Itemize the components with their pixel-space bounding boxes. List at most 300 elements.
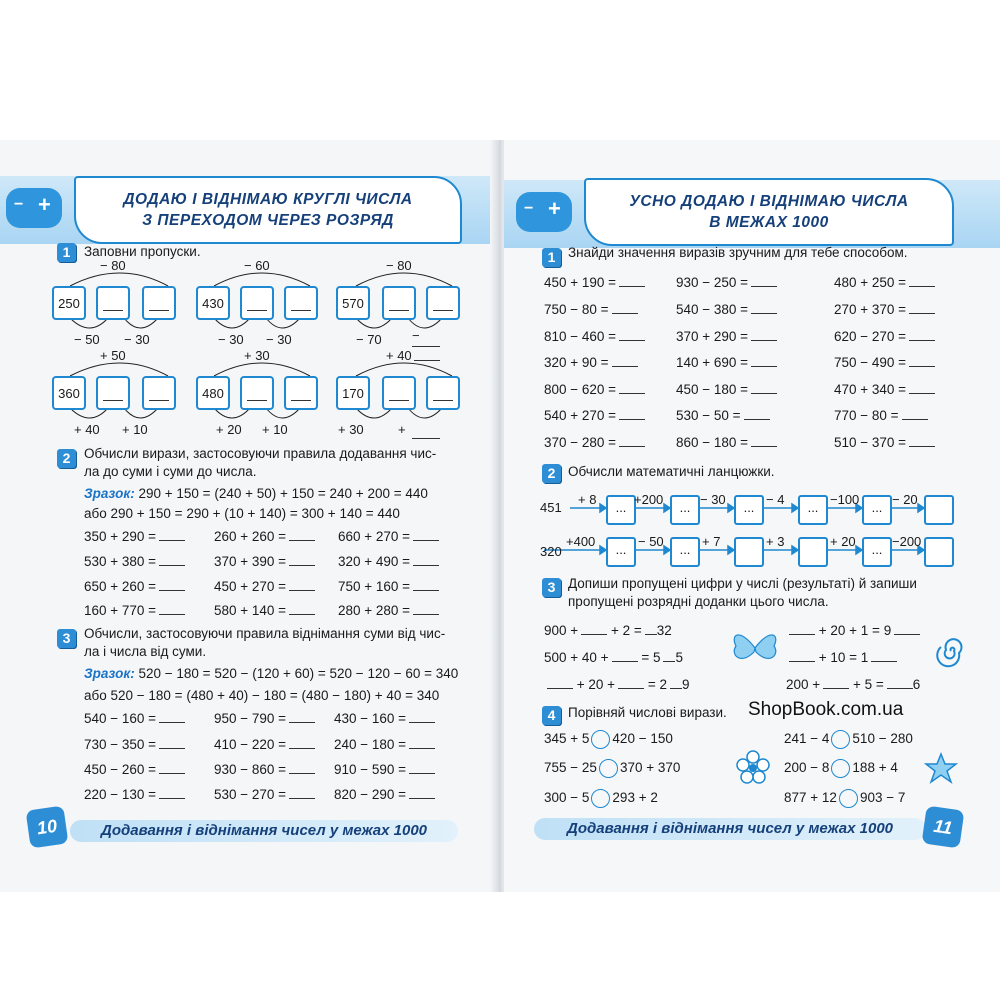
task-number: 3 xyxy=(542,578,561,597)
answer-blank[interactable] xyxy=(751,434,777,447)
expression xyxy=(84,710,185,726)
compare-circle[interactable] xyxy=(599,759,618,778)
answer-blank[interactable] xyxy=(413,578,439,591)
chain-bottom-op: + 10 xyxy=(262,422,288,437)
answer-blank[interactable] xyxy=(289,553,315,566)
chain-op: +400 xyxy=(566,534,596,549)
digits-expression xyxy=(786,676,920,692)
answer-box[interactable] xyxy=(96,376,130,410)
star-icon xyxy=(924,752,958,786)
answer-blank[interactable] xyxy=(612,301,638,314)
expression-text: 510 − 370 = xyxy=(834,435,907,450)
expression xyxy=(676,381,777,397)
task-number: 4 xyxy=(542,706,561,725)
expression xyxy=(834,301,935,317)
expression-text: 200 + xyxy=(786,677,821,692)
expression xyxy=(544,381,645,397)
answer-blank[interactable] xyxy=(909,274,935,287)
expression xyxy=(676,434,777,450)
expression-text: 240 − 180 = xyxy=(334,737,407,752)
answer-blank[interactable] xyxy=(619,328,645,341)
expression-text: 620 − 270 = xyxy=(834,329,907,344)
answer-blank[interactable] xyxy=(909,381,935,394)
chain-start-box xyxy=(52,286,86,320)
sample-label: Зразок: xyxy=(84,666,135,681)
chain-answer-box[interactable] xyxy=(924,495,954,525)
chain-answer-box[interactable] xyxy=(924,537,954,567)
expression-text: 470 + 340 = xyxy=(834,382,907,397)
spiral-icon xyxy=(936,636,966,666)
answer-blank[interactable] xyxy=(663,649,675,662)
chain-bottom-op: + xyxy=(398,422,406,437)
open-workbook-spread xyxy=(0,140,1000,892)
comparison xyxy=(544,730,673,749)
sample-line xyxy=(84,486,428,501)
page-title: УСНО ДОДАЮ І ВІДНІМАЮ ЧИСЛА xyxy=(629,193,909,210)
page-number: 10 xyxy=(26,806,69,849)
answer-blank[interactable] xyxy=(909,354,935,367)
answer-blank[interactable] xyxy=(159,528,185,541)
expression-text: 320 + 90 = xyxy=(544,355,609,370)
expression xyxy=(834,274,935,290)
expression-text: 820 − 290 = xyxy=(334,787,407,802)
answer-blank[interactable] xyxy=(823,676,849,689)
expression xyxy=(676,354,777,370)
page-footer: Додавання і віднімання чисел у межах 1000 xyxy=(70,820,458,842)
compare-circle[interactable] xyxy=(839,789,858,808)
expression-text: 530 − 50 = xyxy=(676,408,741,423)
expression-text: = 5 xyxy=(641,650,661,665)
expression xyxy=(214,786,315,802)
answer-blank[interactable] xyxy=(871,649,897,662)
expression-text: 350 + 290 = xyxy=(84,529,157,544)
expression-text: 6 xyxy=(912,677,921,692)
expression-text: 480 + 250 = xyxy=(834,275,907,290)
chain-op: − 50 xyxy=(638,534,664,549)
expression-text: 140 + 690 = xyxy=(676,355,749,370)
expression xyxy=(834,354,935,370)
answer-blank[interactable] xyxy=(789,622,815,635)
chain-bottom-op: + 20 xyxy=(216,422,242,437)
expression-text: + 5 = xyxy=(852,677,884,692)
expression-text: + 2 = xyxy=(610,623,642,638)
expression xyxy=(214,710,315,726)
digits-expression xyxy=(544,676,690,692)
task-instruction: Порівняй числові вирази. xyxy=(568,705,727,720)
expression xyxy=(834,381,935,397)
expression-text: 660 + 270 = xyxy=(338,529,411,544)
chain-start-value: 570 xyxy=(342,295,364,311)
expression xyxy=(338,578,439,594)
chain-start-value: 480 xyxy=(202,385,224,401)
chain-op: −200 xyxy=(892,534,922,549)
chain-bottom-op: − 30 xyxy=(218,332,244,347)
plus-minus-logo-icon: + − xyxy=(6,188,62,228)
expression-text: 32 xyxy=(656,623,672,638)
task-instruction: Обчисли, застосовуючи правила віднімання суми від чис- xyxy=(84,626,446,641)
chain-bottom-op: − 70 xyxy=(356,332,382,347)
answer-blank[interactable] xyxy=(894,622,920,635)
chain-op: − 4 xyxy=(766,492,785,507)
expression-text: 730 − 350 = xyxy=(84,737,157,752)
sample-line: або 520 − 180 = (480 + 40) − 180 = (480 − 180) + 40 = 340 xyxy=(84,688,440,703)
answer-box[interactable] xyxy=(426,376,460,410)
answer-box[interactable] xyxy=(96,286,130,320)
answer-blank[interactable] xyxy=(619,274,645,287)
expression xyxy=(544,301,638,317)
answer-blank[interactable] xyxy=(159,553,185,566)
sample-line: або 290 + 150 = 290 + (10 + 140) = 300 + 140 = 440 xyxy=(84,506,400,521)
expression-text: 580 + 140 = xyxy=(214,603,287,618)
chain-start-value: 360 xyxy=(58,385,80,401)
answer-blank[interactable] xyxy=(751,328,777,341)
expression-text: = 2 xyxy=(647,677,667,692)
expression xyxy=(338,602,439,618)
expression-text: 540 − 160 = xyxy=(84,711,157,726)
compare-circle[interactable] xyxy=(591,789,610,808)
chain-op: + 7 xyxy=(702,534,721,549)
expression-text: 800 − 620 = xyxy=(544,382,617,397)
task-instruction: ла до суми і суми до числа. xyxy=(84,464,257,479)
chain-op: +200 xyxy=(634,492,664,507)
expression xyxy=(338,528,439,544)
chain-start: 320 xyxy=(540,544,562,559)
expression xyxy=(84,786,185,802)
expression-text: 5 xyxy=(675,650,683,665)
expression-text: 810 − 460 = xyxy=(544,329,617,344)
expression-text: 220 − 130 = xyxy=(84,787,157,802)
chain-op: −100 xyxy=(830,492,860,507)
expression-text: 293 + 2 xyxy=(612,790,658,806)
answer-blank[interactable] xyxy=(612,649,638,662)
sample-line xyxy=(84,666,458,681)
chain-op: + 3 xyxy=(766,534,785,549)
chain-start-value: 430 xyxy=(202,295,224,311)
expression xyxy=(84,578,185,594)
expression-text: 900 + xyxy=(544,623,579,638)
chain-bottom-op: − xyxy=(412,328,420,343)
expression-text: 860 − 180 = xyxy=(676,435,749,450)
answer-blank[interactable] xyxy=(887,676,913,689)
expression xyxy=(214,528,315,544)
expression-text: 241 − 4 xyxy=(784,731,830,747)
expression xyxy=(84,761,185,777)
task-instruction: Допиши пропущені цифри у числі (результаті) й запиши xyxy=(568,576,917,591)
expression xyxy=(676,274,777,290)
compare-circle[interactable] xyxy=(591,730,610,749)
expression xyxy=(544,274,645,290)
answer-blank[interactable] xyxy=(159,761,185,774)
answer-blank[interactable] xyxy=(413,528,439,541)
task-instruction: ла і числа від суми. xyxy=(84,644,207,659)
expression xyxy=(214,761,315,777)
answer-box[interactable] xyxy=(426,286,460,320)
answer-blank[interactable] xyxy=(289,602,315,615)
page-title: ДОДАЮ І ВІДНІМАЮ КРУГЛІ ЧИСЛА xyxy=(123,191,413,208)
answer-blank[interactable] xyxy=(789,649,815,662)
expression-text: 877 + 12 xyxy=(784,790,837,806)
answer-blank[interactable] xyxy=(289,786,315,799)
answer-blank[interactable] xyxy=(612,354,638,367)
expression-text: + 20 + xyxy=(576,677,616,692)
expression-text: 903 − 7 xyxy=(859,790,906,806)
expression-text: 540 − 380 = xyxy=(676,302,749,317)
chain-top-op: + 40 xyxy=(386,348,412,363)
expression xyxy=(334,736,435,752)
answer-blank[interactable] xyxy=(409,786,435,799)
digits-expression xyxy=(544,622,672,638)
expression-text: 370 + 290 = xyxy=(676,329,749,344)
task-number: 3 xyxy=(57,629,76,648)
answer-blank[interactable] xyxy=(547,676,573,689)
answer-blank[interactable] xyxy=(409,710,435,723)
expression xyxy=(544,407,645,423)
expression-text: 200 − 8 xyxy=(784,760,830,776)
expression-text: 500 + 40 + xyxy=(544,650,609,665)
comparison xyxy=(784,730,913,749)
chain-line-1 xyxy=(504,140,1000,240)
answer-box[interactable] xyxy=(142,376,176,410)
answer-blank[interactable] xyxy=(413,602,439,615)
answer-blank[interactable] xyxy=(619,407,645,420)
expression xyxy=(84,602,185,618)
chain-top-op: + 50 xyxy=(100,348,126,363)
expression-text: 320 + 490 = xyxy=(338,554,411,569)
answer-blank[interactable] xyxy=(412,428,440,439)
expression-text: 755 − 25 xyxy=(544,760,597,776)
chain-answer-box[interactable]: ... xyxy=(670,537,700,567)
sample-text: 290 + 150 = (240 + 50) + 150 = 240 + 200 = 440 xyxy=(138,486,428,501)
butterfly-icon xyxy=(730,628,780,668)
chain-start-box xyxy=(196,376,230,410)
answer-blank[interactable] xyxy=(414,350,440,361)
answer-blank[interactable] xyxy=(744,407,770,420)
expression-text: 260 + 260 = xyxy=(214,529,287,544)
task-instruction: Обчисли математичні ланцюжки. xyxy=(568,464,775,479)
digits-expression xyxy=(786,649,897,665)
answer-box[interactable] xyxy=(382,376,416,410)
expression-text: 930 − 860 = xyxy=(214,762,287,777)
chain-bottom-op: − 50 xyxy=(74,332,100,347)
expression-text: 540 + 270 = xyxy=(544,408,617,423)
expression-text: 160 + 770 = xyxy=(84,603,157,618)
answer-blank[interactable] xyxy=(159,736,185,749)
answer-blank[interactable] xyxy=(412,336,440,347)
chain-bottom-op: − 30 xyxy=(266,332,292,347)
task-instruction: Заповни пропуски. xyxy=(84,244,201,259)
expression xyxy=(676,301,777,317)
expression xyxy=(334,761,435,777)
expression xyxy=(84,553,185,569)
answer-blank[interactable] xyxy=(289,710,315,723)
chain-op: − 20 xyxy=(892,492,918,507)
answer-box[interactable] xyxy=(284,286,318,320)
answer-blank[interactable] xyxy=(751,274,777,287)
answer-blank[interactable] xyxy=(159,602,185,615)
page-number: 11 xyxy=(922,806,965,849)
answer-blank[interactable] xyxy=(751,381,777,394)
chain-op: + 20 xyxy=(830,534,856,549)
right-page xyxy=(504,140,1000,892)
chain-answer-box[interactable]: ... xyxy=(798,495,828,525)
expression-text: 530 − 270 = xyxy=(214,787,287,802)
chain-start-box xyxy=(336,286,370,320)
expression-text: 650 + 260 = xyxy=(84,579,157,594)
expression xyxy=(544,328,645,344)
chain-answer-box[interactable]: ... xyxy=(862,537,892,567)
answer-blank[interactable] xyxy=(751,301,777,314)
chain-answer-box[interactable] xyxy=(734,537,764,567)
sample-label: Зразок: xyxy=(84,486,135,501)
expression-text: 910 − 590 = xyxy=(334,762,407,777)
answer-blank[interactable] xyxy=(619,381,645,394)
expression xyxy=(214,553,315,569)
expression-text: 930 − 250 = xyxy=(676,275,749,290)
sample-text: 520 − 180 = 520 − (120 + 60) = 520 − 120 − 60 = 340 xyxy=(138,666,459,681)
expression-text: 300 − 5 xyxy=(544,790,590,806)
chain-answer-box[interactable]: ... xyxy=(734,495,764,525)
chain-start-value: 250 xyxy=(58,295,80,311)
answer-blank[interactable] xyxy=(159,578,185,591)
answer-blank[interactable] xyxy=(909,301,935,314)
answer-blank[interactable] xyxy=(909,328,935,341)
chain-bottom-op: − 30 xyxy=(124,332,150,347)
chain-bottom-op: + 30 xyxy=(338,422,364,437)
flower-icon xyxy=(736,750,770,784)
chain-bottom-op: + 10 xyxy=(122,422,148,437)
plus-minus-logo-icon: + − xyxy=(516,192,572,232)
expression-text: 345 + 5 xyxy=(544,731,590,747)
chain-top-op: − 80 xyxy=(100,258,126,273)
digits-expression xyxy=(786,622,920,638)
expression-text: + 10 = 1 xyxy=(818,650,869,665)
comparison xyxy=(544,789,658,808)
answer-box[interactable] xyxy=(142,286,176,320)
chain-start-box xyxy=(196,286,230,320)
chain-top-op: − 60 xyxy=(244,258,270,273)
task-instruction: Знайди значення виразів зручним для тебе способом. xyxy=(568,245,908,260)
expression-text: 450 − 260 = xyxy=(84,762,157,777)
expression-text: 950 − 790 = xyxy=(214,711,287,726)
answer-blank[interactable] xyxy=(289,528,315,541)
expression xyxy=(834,407,928,423)
expression-text: + 20 + 1 = 9 xyxy=(818,623,892,638)
expression xyxy=(834,328,935,344)
answer-blank[interactable] xyxy=(670,676,682,689)
task-instruction: Обчисли вирази, застосовуючи правила додавання чис- xyxy=(84,446,437,461)
chain-start-box xyxy=(52,376,86,410)
expression xyxy=(214,578,315,594)
expression-text: 9 xyxy=(681,677,690,692)
answer-box[interactable] xyxy=(240,376,274,410)
task-instruction: пропущені розрядні доданки цього числа. xyxy=(568,594,829,609)
compare-circle[interactable] xyxy=(831,759,850,778)
answer-blank[interactable] xyxy=(409,761,435,774)
answer-blank[interactable] xyxy=(909,434,935,447)
expression xyxy=(834,434,935,450)
task-number: 1 xyxy=(542,248,561,267)
answer-blank[interactable] xyxy=(902,407,928,420)
watermark-text: ShopBook.com.ua xyxy=(748,699,904,720)
expression-text: 370 + 390 = xyxy=(214,554,287,569)
answer-blank[interactable] xyxy=(289,736,315,749)
chain-top-op: + 30 xyxy=(244,348,270,363)
answer-blank[interactable] xyxy=(618,676,644,689)
expression-text: 370 + 370 xyxy=(619,760,681,776)
chain-answer-box[interactable]: ... xyxy=(670,495,700,525)
expression xyxy=(676,328,777,344)
answer-blank[interactable] xyxy=(289,578,315,591)
expression-text: 450 − 180 = xyxy=(676,382,749,397)
digits-expression xyxy=(544,649,683,665)
answer-blank[interactable] xyxy=(159,710,185,723)
expression xyxy=(338,553,439,569)
expression-text: 420 − 150 xyxy=(612,731,673,747)
expression xyxy=(84,528,185,544)
page-subtitle: З ПЕРЕХОДОМ ЧЕРЕЗ РОЗРЯД xyxy=(142,212,394,229)
expression xyxy=(334,786,435,802)
expression-text: 370 − 280 = xyxy=(544,435,617,450)
chain-op: + 8 xyxy=(578,492,597,507)
page-footer: Додавання і віднімання чисел у межах 1000 xyxy=(534,818,926,840)
expression-text: 410 − 220 = xyxy=(214,737,287,752)
chain-start: 451 xyxy=(540,500,562,515)
chain-answer-box[interactable]: ... xyxy=(606,495,636,525)
chain-answer-box[interactable]: ... xyxy=(862,495,892,525)
expression-text: 188 + 4 xyxy=(852,760,898,776)
task-number: 2 xyxy=(57,449,76,468)
answer-box[interactable] xyxy=(382,286,416,320)
answer-box[interactable] xyxy=(240,286,274,320)
expression xyxy=(84,736,185,752)
answer-box[interactable] xyxy=(284,376,318,410)
answer-blank[interactable] xyxy=(159,786,185,799)
answer-blank[interactable] xyxy=(581,622,607,635)
chain-start-box xyxy=(336,376,370,410)
answer-blank[interactable] xyxy=(289,761,315,774)
expression-text: 450 + 190 = xyxy=(544,275,617,290)
chain-start-value: 170 xyxy=(342,385,364,401)
expression xyxy=(214,736,315,752)
chain-answer-box[interactable]: ... xyxy=(606,537,636,567)
expression-text: 430 − 160 = xyxy=(334,711,407,726)
answer-blank[interactable] xyxy=(619,434,645,447)
expression-text: 770 − 80 = xyxy=(834,408,899,423)
expression xyxy=(544,434,645,450)
chain-answer-box[interactable] xyxy=(798,537,828,567)
expression-text: 270 + 370 = xyxy=(834,302,907,317)
answer-blank[interactable] xyxy=(409,736,435,749)
expression xyxy=(214,602,315,618)
expression xyxy=(544,354,638,370)
expression-text: 530 + 380 = xyxy=(84,554,157,569)
chain-top-op: − 80 xyxy=(386,258,412,273)
expression-text: 510 − 280 xyxy=(852,731,913,747)
answer-blank[interactable] xyxy=(413,553,439,566)
expression xyxy=(676,407,770,423)
task-number: 1 xyxy=(57,243,76,262)
compare-circle[interactable] xyxy=(831,730,850,749)
expression-text: 750 + 160 = xyxy=(338,579,411,594)
answer-blank[interactable] xyxy=(751,354,777,367)
expression-text: 750 − 490 = xyxy=(834,355,907,370)
answer-blank[interactable] xyxy=(645,622,657,635)
chain-op: − 30 xyxy=(700,492,726,507)
expression xyxy=(334,710,435,726)
page-subtitle: В МЕЖАХ 1000 xyxy=(709,214,829,231)
expression-text: 450 + 270 = xyxy=(214,579,287,594)
comparison xyxy=(784,759,898,778)
